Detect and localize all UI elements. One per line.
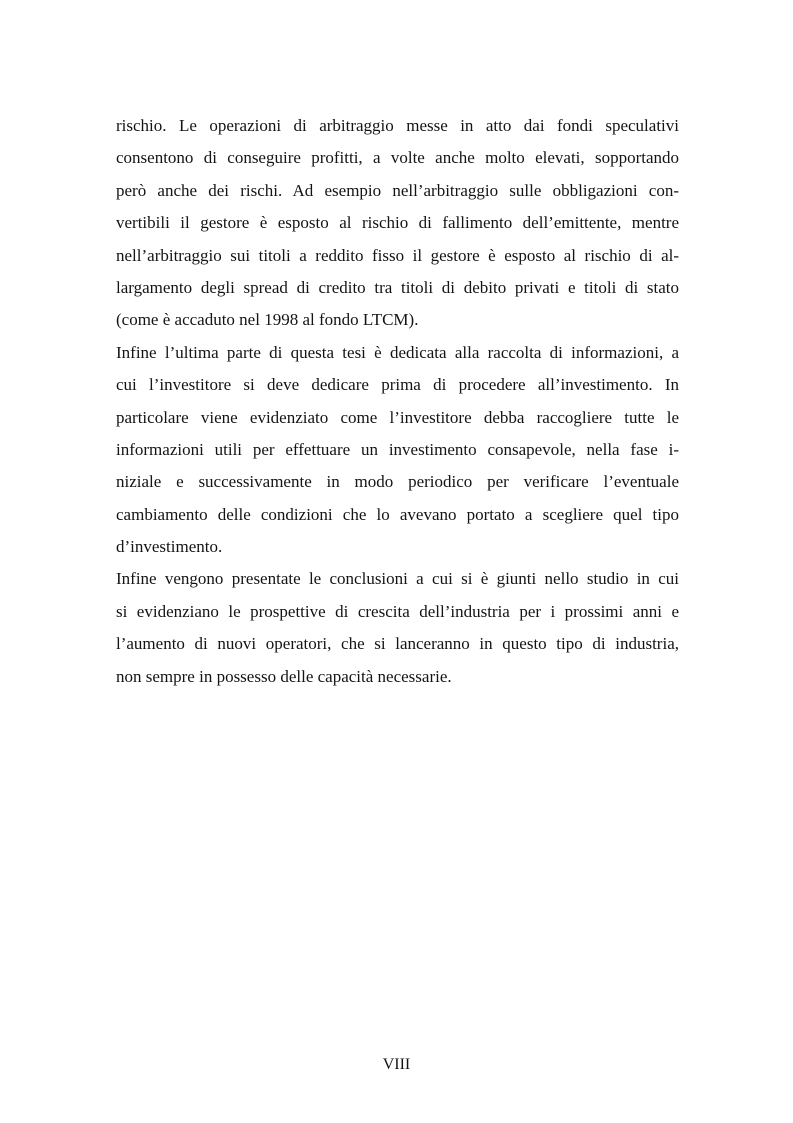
text-line: non sempre in possesso delle capacità necessarie. — [116, 666, 452, 686]
text-line: si evidenziano le prospettive di crescita dell’industria per i prossimi anni e — [116, 601, 679, 621]
text-line: particolare viene evidenziato come l’investitore debba raccogliere tutte le — [116, 407, 679, 427]
text-line: niziale e successivamente in modo periodico per verificare l’eventuale — [116, 472, 679, 492]
text-line: consentono di conseguire profitti, a volte anche molto elevati, sopportando — [116, 148, 679, 168]
text-line: d’investimento. — [116, 537, 223, 557]
page-body — [116, 110, 679, 693]
text-line: vertibili il gestore è esposto al rischio di fallimento dell’emittente, mentre — [116, 213, 679, 233]
text-line: cambiamento delle condizioni che lo avevano portato a scegliere quel tipo — [116, 504, 679, 524]
paragraph-risk — [116, 110, 679, 337]
text-line: Infine vengono presentate le conclusioni a cui si è giunti nello studio in cui — [116, 569, 679, 589]
text-line: l’aumento di nuovi operatori, che si lanceranno in questo tipo di industria, — [116, 634, 679, 654]
text-line: rischio. Le operazioni di arbitraggio messe in atto dai fondi speculativi — [116, 116, 679, 135]
text-line: nell’arbitraggio sui titoli a reddito fisso il gestore è esposto al rischio di al- — [116, 245, 679, 265]
paragraph-information — [116, 337, 679, 564]
text-line: (come è accaduto nel 1998 al fondo LTCM). — [116, 310, 419, 330]
text-line: però anche dei rischi. Ad esempio nell’arbitraggio sulle obbligazioni con- — [116, 180, 679, 200]
page-number: VIII — [382, 1056, 411, 1073]
paragraph-conclusions — [116, 563, 679, 693]
text-line: largamento degli spread di credito tra titoli di debito privati e titoli di stato — [116, 277, 679, 297]
text-line: Infine l’ultima parte di questa tesi è dedicata alla raccolta di informazioni, a — [116, 342, 679, 362]
text-line: informazioni utili per effettuare un investimento consapevole, nella fase i- — [116, 439, 679, 459]
text-line: cui l’investitore si deve dedicare prima di procedere all’investimento. In — [116, 375, 679, 395]
